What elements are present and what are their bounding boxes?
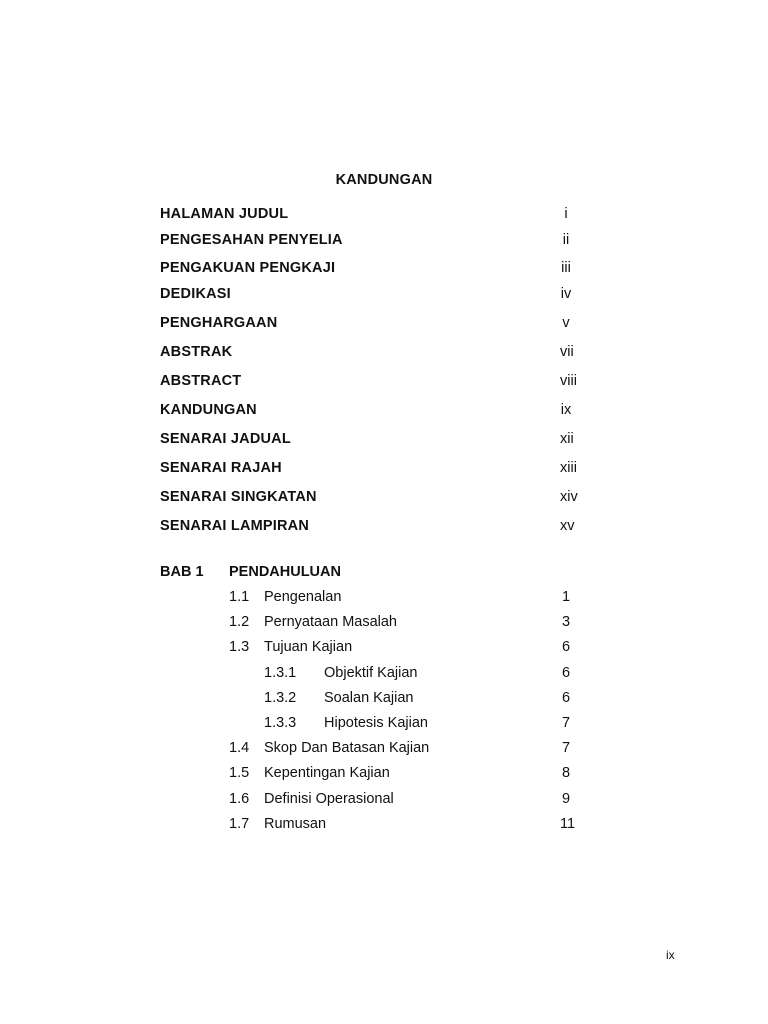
toc-entry — [160, 372, 580, 390]
toc-entry-label: PENGESAHAN PENYELIA — [160, 232, 343, 248]
subsection-number: 1.3.1 — [264, 665, 297, 681]
subsection-title: Hipotesis Kajian — [324, 715, 428, 731]
subsection-page: 6 — [561, 665, 571, 681]
toc-entry — [160, 343, 580, 361]
section-page: 6 — [561, 639, 571, 655]
toc-entry-label: ABSTRACT — [160, 373, 242, 389]
toc-entry — [160, 205, 580, 223]
toc-entry-label: HALAMAN JUDUL — [160, 206, 289, 222]
section-title: Tujuan Kajian — [264, 639, 353, 655]
toc-entry-label: ABSTRAK — [160, 344, 233, 360]
section-number: 1.3 — [229, 639, 250, 655]
toc-entry-label: DEDIKASI — [160, 286, 231, 302]
toc-subsection — [160, 664, 580, 682]
toc-section — [160, 790, 580, 808]
toc-entry-label: KANDUNGAN — [160, 402, 257, 418]
section-title: Definisi Operasional — [264, 791, 394, 807]
page-title: KANDUNGAN — [335, 172, 433, 188]
toc-entry — [160, 314, 580, 332]
section-title: Kepentingan Kajian — [264, 765, 390, 781]
toc-entry-label: PENGHARGAAN — [160, 315, 278, 331]
section-page: 1 — [561, 589, 571, 605]
section-title: Pengenalan — [264, 589, 342, 605]
toc-entry-page: iv — [560, 286, 572, 302]
toc-subsection — [160, 689, 580, 707]
section-number: 1.6 — [229, 791, 250, 807]
toc-entry — [160, 231, 580, 249]
toc-entry-page: ii — [562, 232, 570, 248]
toc-entry-label: SENARAI RAJAH — [160, 460, 282, 476]
toc-entry-label: SENARAI LAMPIRAN — [160, 518, 310, 534]
subsection-number: 1.3.2 — [264, 690, 297, 706]
toc-entry — [160, 488, 580, 506]
section-number: 1.7 — [229, 816, 250, 832]
section-page: 11 — [560, 816, 576, 832]
toc-section — [160, 764, 580, 782]
toc-section — [160, 815, 580, 833]
section-number: 1.2 — [229, 614, 250, 630]
toc-entry-page: viii — [560, 373, 577, 389]
toc-entry — [160, 259, 580, 277]
toc-entry-page: i — [564, 206, 568, 222]
chapter-number: BAB 1 — [160, 564, 204, 580]
toc-entry-label: SENARAI JADUAL — [160, 431, 291, 447]
toc-entry-page: xii — [560, 431, 574, 447]
section-page: 3 — [561, 614, 571, 630]
subsection-page: 7 — [561, 715, 571, 731]
toc-entry-label: PENGAKUAN PENGKAJI — [160, 260, 336, 276]
chapter-title: PENDAHULUAN — [229, 564, 341, 580]
toc-entry-page: v — [562, 315, 570, 331]
toc-entry-page: xiii — [560, 460, 577, 476]
section-page: 7 — [561, 740, 571, 756]
section-number: 1.5 — [229, 765, 250, 781]
toc-entry — [160, 430, 580, 448]
toc-entry — [160, 517, 580, 535]
subsection-page: 6 — [561, 690, 571, 706]
subsection-title: Soalan Kajian — [324, 690, 414, 706]
toc-entry-page: vii — [560, 344, 574, 360]
toc-section — [160, 638, 580, 656]
toc-subsection — [160, 714, 580, 732]
toc-entry-page: ix — [560, 402, 572, 418]
toc-entry-label: SENARAI SINGKATAN — [160, 489, 317, 505]
toc-entry-page: xv — [560, 518, 575, 534]
toc-entry — [160, 401, 580, 419]
chapter-heading — [160, 563, 580, 581]
toc-section — [160, 613, 580, 631]
toc-entry — [160, 459, 580, 477]
toc-entry-page: xiv — [560, 489, 578, 505]
toc-section — [160, 588, 580, 606]
toc-entry-page: iii — [561, 260, 571, 276]
toc-entry — [160, 285, 580, 303]
section-page: 8 — [561, 765, 571, 781]
section-title: Rumusan — [264, 816, 327, 832]
section-title: Pernyataan Masalah — [264, 614, 397, 630]
subsection-number: 1.3.3 — [264, 715, 297, 731]
toc-section — [160, 739, 580, 757]
section-title: Skop Dan Batasan Kajian — [264, 740, 430, 756]
section-number: 1.1 — [229, 589, 250, 605]
section-number: 1.4 — [229, 740, 250, 756]
subsection-title: Objektif Kajian — [324, 665, 418, 681]
section-page: 9 — [561, 791, 571, 807]
page-number: ix — [666, 948, 675, 962]
